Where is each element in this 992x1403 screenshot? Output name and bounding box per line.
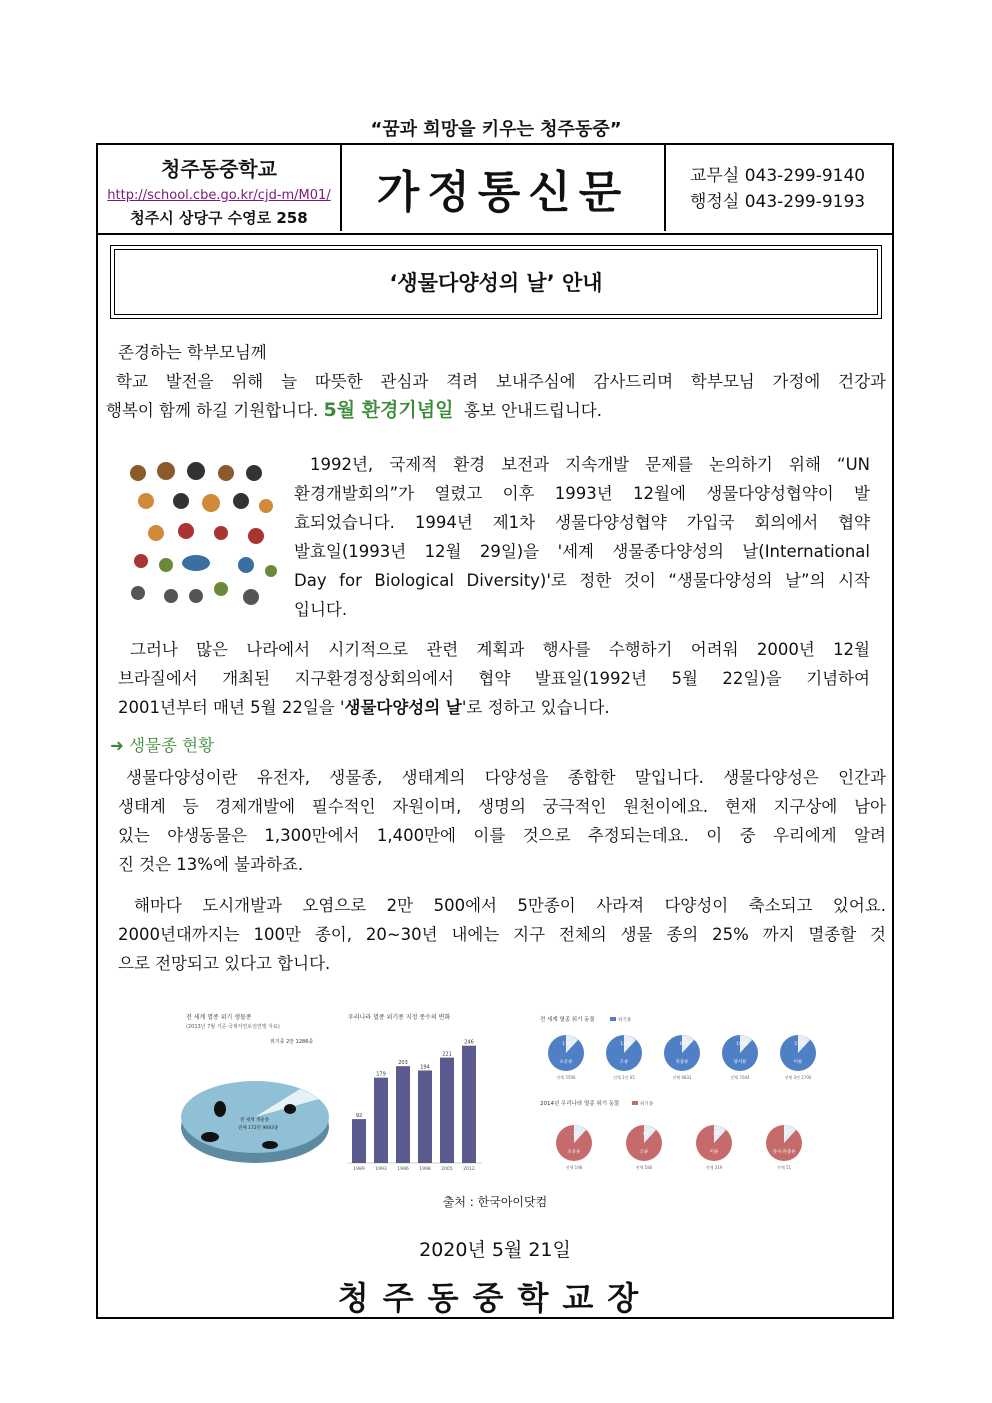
pie-value: 61 — [643, 1132, 649, 1137]
para2-text-a: 2001년부터 매년 5월 22일을 ' — [118, 698, 345, 717]
right-top-legend-swatch — [610, 1017, 616, 1021]
left-title: 전 세계 멸종 위기 생물종 — [186, 1014, 252, 1021]
para2-bold: 생물다양성의 날 — [344, 698, 462, 717]
bar-year-label: 2005 — [441, 1167, 453, 1172]
pie-total: 전체 5506 — [556, 1075, 576, 1080]
pie-label: 양서류 — [733, 1060, 747, 1065]
pie-value: 7 — [784, 1132, 788, 1137]
pie-callout: 위기종 2만 1286종 — [270, 1039, 314, 1045]
page-title: 가정통신문 — [342, 145, 666, 231]
phone1-label: 교무실 — [690, 166, 740, 186]
para3-line-4: 진 것은 13%에 불과하죠. — [118, 855, 304, 874]
notice-title: ‘생물다양성의 날’ 안내 — [114, 249, 878, 315]
phone2-label: 행정실 — [690, 192, 740, 212]
school-name: 청주동중학교 — [161, 157, 277, 181]
contact-info — [666, 163, 892, 215]
intro-text-a: 행복이 함께 하길 기원합니다. — [106, 401, 319, 420]
bar-2012 — [462, 1046, 476, 1163]
intro-line-1: 학교 발전을 위해 늘 따뜻한 관심과 격려 보내주심에 감사드리며 학부모님 가정에 건강과 — [116, 372, 886, 391]
pie-total: 전체 3만 2700 — [784, 1075, 812, 1080]
para2-line-1: 그러나 많은 나라에서 시기적으로 관련 계획과 행사를 수행하기 어려워 2000년 12월 — [130, 640, 870, 659]
pie-total: 전체 198 — [565, 1165, 583, 1170]
right-bottom-legend-swatch — [632, 1101, 638, 1105]
phone2: 043-299-9193 — [744, 192, 866, 212]
pie-label: 양서·파충류 — [772, 1150, 796, 1155]
top-pies — [548, 1035, 816, 1080]
para4-line-2: 2000년대까지는 100만 종이, 20~30년 내에는 지구 전체의 생물 종의 25% 까지 멸종할 것 — [118, 925, 886, 944]
pie-value: 676 — [679, 1042, 689, 1047]
animals-illustration — [126, 461, 278, 611]
pie-label: 조류 — [639, 1150, 649, 1155]
bar-year-label: 1998 — [419, 1167, 431, 1172]
para1-line-4: 발효일(1993년 12월 29일)을 '세계 생물종다양성의 날(International — [294, 542, 870, 561]
school-info — [98, 145, 342, 231]
bar-year-label: 1996 — [397, 1167, 409, 1172]
intro-line-2 — [106, 396, 886, 425]
para1-line-2: 환경개발회의”가 열렸고 이후 1993년 12월에 생물다양성협약이 발 — [294, 484, 870, 503]
source-note: 출처 : 한국아이닷컴 — [442, 1195, 548, 1209]
section-heading — [110, 731, 214, 760]
section-title: 생물종 현황 — [129, 736, 215, 755]
right-top-title: 전 세계 멸종 위기 동물 — [540, 1017, 595, 1023]
pie-label: 어류 — [793, 1060, 803, 1065]
bar-1998 — [418, 1070, 432, 1163]
school-url-link[interactable]: http://school.cbe.go.kr/cjd-m/M01/ — [107, 188, 331, 203]
bar-2005 — [440, 1058, 454, 1163]
arrow-icon: ➜ — [110, 736, 124, 755]
para2-text-b: '로 정하고 있습니다. — [461, 698, 610, 717]
para2-line-3 — [118, 693, 610, 722]
para1-line-5: Day for Biological Diversity)'로 정한 것이 “생물다양성의 날”의 시작 — [294, 571, 870, 590]
para3-line-1: 생물다양성이란 유전자, 생물종, 생태계의 다양성을 종합한 말입니다. 생물다양성은 인간과 — [126, 768, 886, 787]
bar-1989 — [352, 1119, 366, 1163]
pie-value: 26 — [713, 1132, 719, 1137]
newsletter-frame — [96, 143, 894, 1319]
para2-line-2: 브라질에서 개최된 지구환경정상회의에서 협약 발표일(1992년 5월 22일)을 기념하여 — [118, 669, 870, 688]
para3-line-2: 생태계 등 경제개발에 필수적인 자원이며, 생명의 궁극적인 원천이에요. 현재 지구상에 남아 — [118, 797, 886, 816]
para1-line-6: 입니다. — [294, 600, 348, 619]
right-bottom-title: 2014년 우리나라 멸종 위기 동물 — [540, 1101, 620, 1107]
phone1: 043-299-9140 — [744, 166, 866, 186]
bar-value-label: 203 — [398, 1060, 408, 1067]
pie-value: 20 — [573, 1132, 579, 1137]
pie-total: 전체 319 — [705, 1165, 723, 1170]
greeting: 존경하는 학부모님께 — [118, 343, 267, 362]
para4-line-3: 으로 전망되고 있다고 합니다. — [118, 954, 331, 973]
pie-value: 2170 — [794, 1042, 806, 1047]
pie-total: 전체 580 — [635, 1165, 653, 1170]
right-bottom-legend: 위기종 — [640, 1102, 654, 1107]
bar-value-label: 246 — [464, 1039, 474, 1046]
bar-group — [352, 1040, 476, 1172]
pie-total: 전체 51 — [776, 1165, 792, 1170]
bar-year-label: 2012 — [463, 1167, 475, 1172]
right-top-legend: 위기종 — [618, 1018, 632, 1023]
para1-line-1: 1992년, 국제적 환경 보전과 지속개발 문제를 논의하기 위해 “UN — [310, 455, 870, 474]
issue-date: 2020년 5월 21일 — [419, 1239, 571, 1261]
bar-title: 우리나라 멸종 위기종 지정 종수의 변화 — [348, 1014, 451, 1021]
pie-label: 파충류 — [675, 1060, 689, 1065]
bar-value-label: 221 — [442, 1051, 452, 1058]
pie-total: 전체 9831 — [672, 1075, 692, 1080]
para4-line-1: 해마다 도시개발과 오염으로 2만 500에서 5만종이 사라져 다양성이 축소되고 있어요. — [134, 896, 886, 915]
pie-label-1: 전 세계 생물종 — [240, 1118, 269, 1123]
principal-signature: 청주동중학교장 — [337, 1279, 653, 1317]
bar-1993 — [374, 1078, 388, 1163]
slogan: “꿈과 희망을 키우는 청주동중” — [370, 119, 622, 140]
pie-label-2: 전체 172만 9693종 — [238, 1126, 279, 1131]
bar-year-label: 1993 — [375, 1167, 387, 1172]
pie-value: 1950 — [736, 1042, 748, 1047]
pie-label: 포유류 — [559, 1060, 573, 1065]
pie-value: 1143 — [562, 1042, 574, 1047]
para3-line-3: 있는 야생동물은 1,300만에서 1,400만에 이를 것으로 추정되는데요. 이 중 우리에게 알려 — [118, 826, 886, 845]
bottom-pies — [556, 1125, 802, 1170]
bar-1996 — [396, 1066, 410, 1163]
notice-title-box — [110, 245, 882, 319]
pie-total: 전체 7044 — [730, 1075, 750, 1080]
para1-line-3: 효되었습니다. 1994년 제1차 생물다양성협약 가입국 회의에서 협약 — [294, 513, 870, 532]
pie-label: 조류 — [619, 1060, 629, 1065]
bar-year-label: 1989 — [353, 1167, 365, 1172]
bar-value-label: 179 — [376, 1071, 386, 1078]
pie-label: 포유류 — [567, 1150, 581, 1155]
left-sub: (2013년 7월 기준·국제자연보전연맹 자료) — [186, 1024, 280, 1030]
bar-value-label: 194 — [420, 1064, 430, 1071]
infographic — [180, 1009, 820, 1185]
pie-label: 어류 — [709, 1150, 719, 1155]
pie-total: 전체 1만 65 — [613, 1075, 635, 1080]
intro-highlight: 5월 환경기념일 — [323, 399, 454, 421]
intro-text-b: 홍보 안내드립니다. — [463, 401, 602, 420]
header — [98, 145, 892, 235]
pie-value: 1308 — [620, 1042, 632, 1047]
school-address: 청주시 상당구 수영로 258 — [130, 209, 308, 227]
bar-value-label: 92 — [355, 1113, 363, 1120]
